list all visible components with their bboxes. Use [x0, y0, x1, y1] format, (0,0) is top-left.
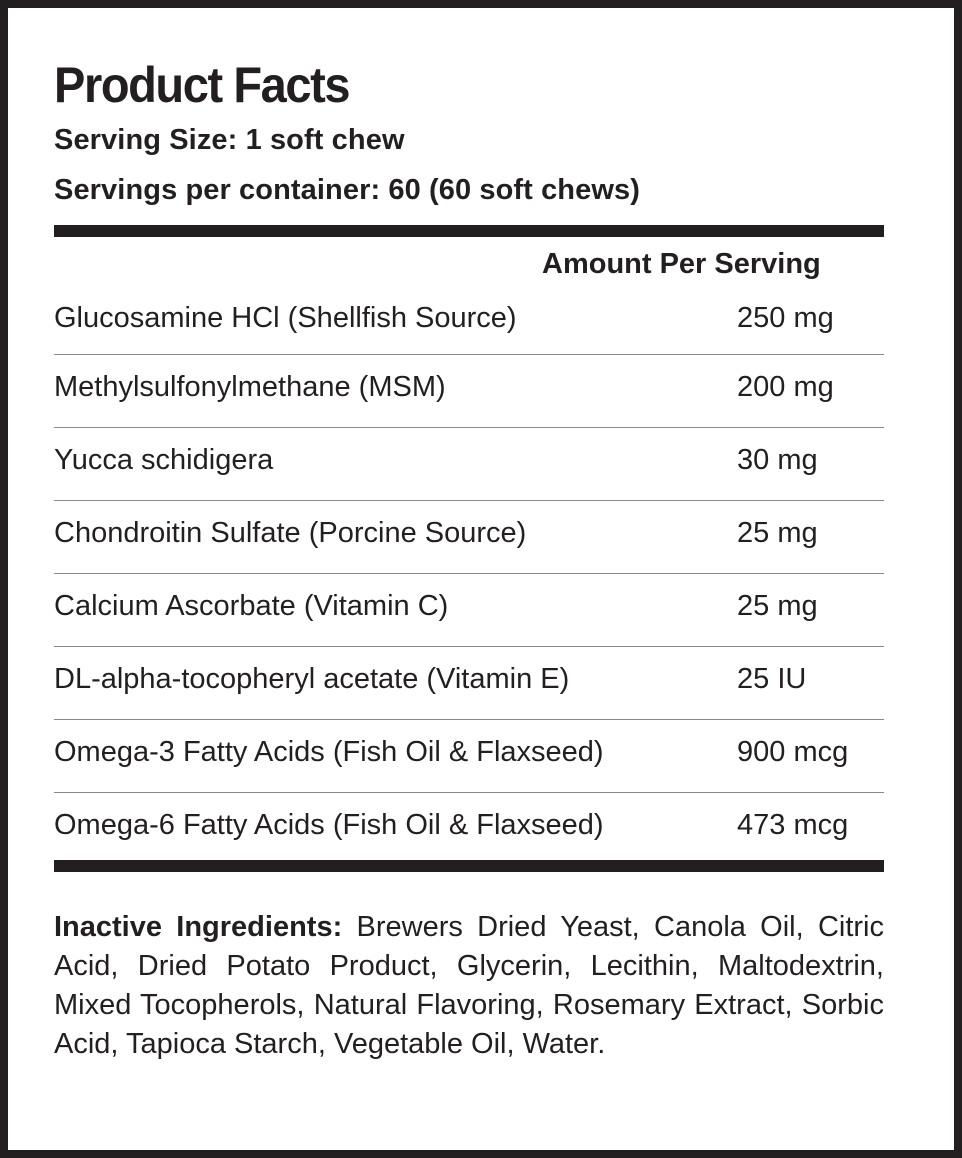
ingredient-row [54, 574, 884, 647]
ingredient-table [54, 282, 884, 866]
ingredient-amount: 900 mcg [737, 736, 849, 768]
ingredient-amount: 200 mg [737, 371, 834, 403]
ingredient-name: Omega-6 Fatty Acids (Fish Oil & Flaxseed) [54, 809, 604, 841]
ingredient-amount: 25 mg [737, 517, 818, 549]
ingredient-amount: 250 mg [737, 302, 834, 334]
ingredient-row [54, 647, 884, 720]
ingredient-row [54, 355, 884, 428]
ingredient-row [54, 428, 884, 501]
servings-per-container: Servings per container: 60 (60 soft chews) [54, 174, 640, 206]
top-thick-divider [54, 225, 884, 237]
ingredient-row [54, 282, 884, 355]
ingredient-amount: 25 IU [737, 663, 807, 695]
bottom-thick-divider [54, 860, 884, 872]
ingredient-name: Chondroitin Sulfate (Porcine Source) [54, 517, 527, 549]
amount-per-serving-header: Amount Per Serving [542, 248, 821, 280]
ingredient-amount: 473 mcg [737, 809, 849, 841]
ingredient-name: Glucosamine HCl (Shellfish Source) [54, 302, 517, 334]
ingredient-amount: 25 mg [737, 590, 818, 622]
inactive-ingredients-label: Inactive Ingredients: [54, 911, 343, 943]
ingredient-row [54, 793, 884, 866]
inactive-ingredients-text: Brewers Dried Yeast, Canola Oil, Citric Acid, Dried Potato Product, Glycerin, Lecithin, Maltodextrin, Mixed Tocopherols, Natural Flavoring, Rosemary Extract, Sorbic Acid, Tapioca Starch, Vegetable Oil, Water. [54, 911, 884, 1060]
ingredient-name: Omega-3 Fatty Acids (Fish Oil & Flaxseed) [54, 736, 604, 768]
ingredient-name: Calcium Ascorbate (Vitamin C) [54, 590, 449, 622]
ingredient-name: DL-alpha-tocopheryl acetate (Vitamin E) [54, 663, 570, 695]
inactive-ingredients [54, 908, 884, 1064]
serving-size: Serving Size: 1 soft chew [54, 124, 405, 156]
ingredient-row [54, 720, 884, 793]
ingredient-row [54, 501, 884, 574]
ingredient-amount: 30 mg [737, 444, 818, 476]
ingredient-name: Yucca schidigera [54, 444, 274, 476]
ingredient-name: Methylsulfonylmethane (MSM) [54, 371, 446, 403]
panel-title: Product Facts [54, 57, 350, 113]
